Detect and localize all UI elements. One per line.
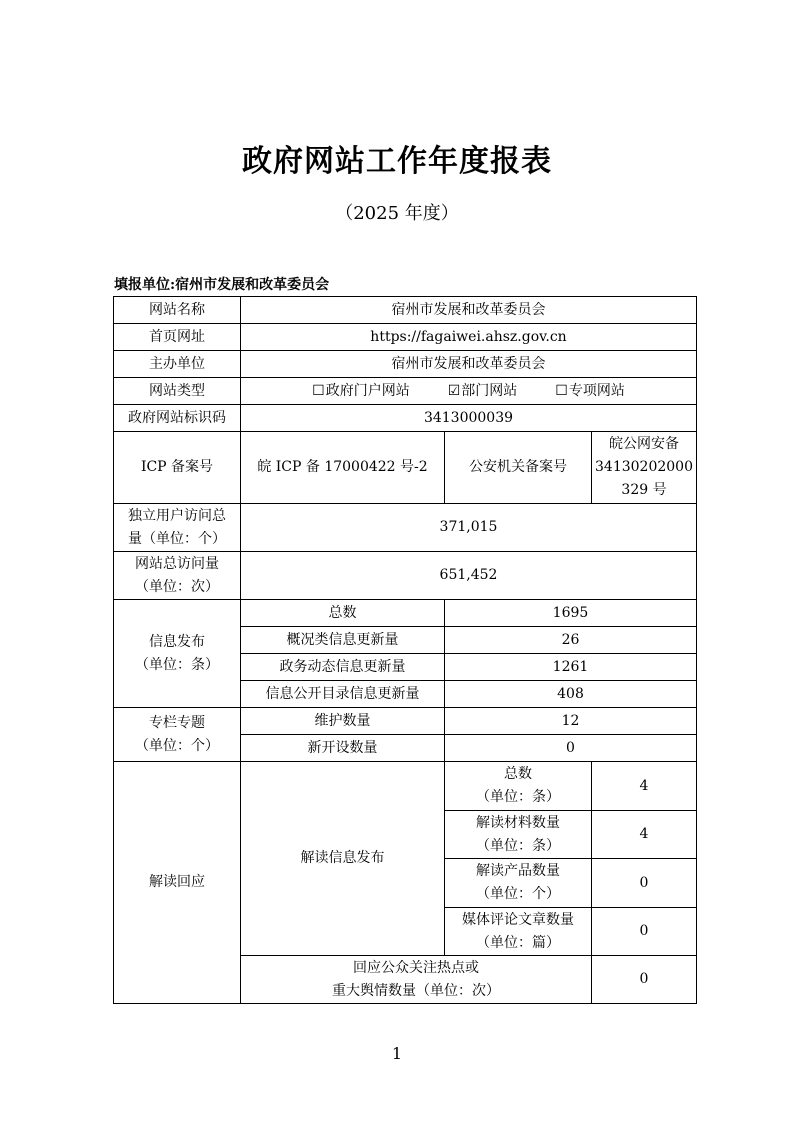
- columns-row-label: 新开设数量: [241, 735, 445, 762]
- site-name-value: 宿州市发展和改革委员会: [241, 297, 697, 324]
- interpretation-row-value: 0: [592, 908, 697, 956]
- info-publish-row-label: 政务动态信息更新量: [241, 654, 445, 681]
- table-row: [114, 351, 697, 378]
- columns-label: 专栏专题 （单位：个）: [114, 708, 241, 762]
- table-row: [114, 708, 697, 735]
- page-title: 政府网站工作年度报表: [242, 144, 552, 179]
- site-type-label: 网站类型: [114, 378, 241, 405]
- interpretation-publish-label: 解读信息发布: [241, 762, 445, 956]
- interpretation-row-value: 0: [592, 859, 697, 908]
- interpretation-label: 解读回应: [114, 762, 241, 1004]
- report-table: [113, 296, 697, 1004]
- organizer-label: 主办单位: [114, 351, 241, 378]
- columns-row-label: 维护数量: [241, 708, 445, 735]
- homepage-label: 首页网址: [114, 324, 241, 351]
- police-record-value: 皖公网安备 34130202000 329 号: [592, 432, 697, 504]
- interpretation-row-label: 解读材料数量 （单位：条）: [445, 811, 592, 859]
- table-row: [114, 552, 697, 600]
- checkbox-icon: ☐: [555, 382, 568, 399]
- info-publish-row-label: 总数: [241, 600, 445, 627]
- info-publish-row-label: 信息公开目录信息更新量: [241, 681, 445, 708]
- table-row: [114, 324, 697, 351]
- unique-visitors-value: 371,015: [241, 504, 697, 552]
- columns-row-value: 0: [445, 735, 697, 762]
- site-code-label: 政府网站标识码: [114, 405, 241, 432]
- site-type-options: [241, 378, 697, 405]
- checkbox-icon: ☐: [312, 382, 325, 399]
- hotspot-response-label: 回应公众关注热点或 重大舆情数量（单位：次）: [241, 956, 592, 1004]
- total-visits-value: 651,452: [241, 552, 697, 600]
- interpretation-row-label: 解读产品数量 （单位：个）: [445, 859, 592, 908]
- site-code-value: 3413000039: [241, 405, 697, 432]
- report-year: （2025 年度）: [335, 203, 459, 224]
- info-publish-row-value: 26: [445, 627, 697, 654]
- info-publish-row-value: 1261: [445, 654, 697, 681]
- info-publish-row-label: 概况类信息更新量: [241, 627, 445, 654]
- page-number: 1: [391, 1044, 403, 1063]
- info-publish-row-value: 1695: [445, 600, 697, 627]
- info-publish-row-value: 408: [445, 681, 697, 708]
- table-row: [114, 600, 697, 627]
- unique-visitors-label: 独立用户访问总 量（单位：个）: [114, 504, 241, 552]
- interpretation-row-label: 总数 （单位：条）: [445, 762, 592, 811]
- icp-label: ICP 备案号: [114, 432, 241, 504]
- icp-value: 皖 ICP 备 17000422 号-2: [241, 432, 445, 504]
- checked-checkbox-icon: ☑: [447, 382, 461, 399]
- interpretation-row-value: 4: [592, 811, 697, 859]
- table-row: [114, 432, 697, 504]
- police-record-label: 公安机关备案号: [445, 432, 592, 504]
- total-visits-label: 网站总访问量 （单位：次）: [114, 552, 241, 600]
- table-row: [114, 378, 697, 405]
- site-type-option-department: 部门网站: [461, 382, 518, 399]
- site-type-option-portal: 政府门户网站: [325, 382, 410, 399]
- site-type-option-special: 专项网站: [568, 382, 625, 399]
- reporting-unit: 填报单位:宿州市发展和改革委员会: [114, 277, 330, 293]
- info-publish-label: 信息发布 （单位：条）: [114, 600, 241, 708]
- table-row: [114, 504, 697, 552]
- table-row: [114, 405, 697, 432]
- hotspot-response-value: 0: [592, 956, 697, 1004]
- interpretation-row-value: 4: [592, 762, 697, 811]
- columns-row-value: 12: [445, 708, 697, 735]
- table-row: [114, 762, 697, 811]
- interpretation-row-label: 媒体评论文章数量 （单位：篇）: [445, 908, 592, 956]
- organizer-value: 宿州市发展和改革委员会: [241, 351, 697, 378]
- table-row: [114, 297, 697, 324]
- site-name-label: 网站名称: [114, 297, 241, 324]
- homepage-value: https://fagaiwei.ahsz.gov.cn: [241, 324, 697, 351]
